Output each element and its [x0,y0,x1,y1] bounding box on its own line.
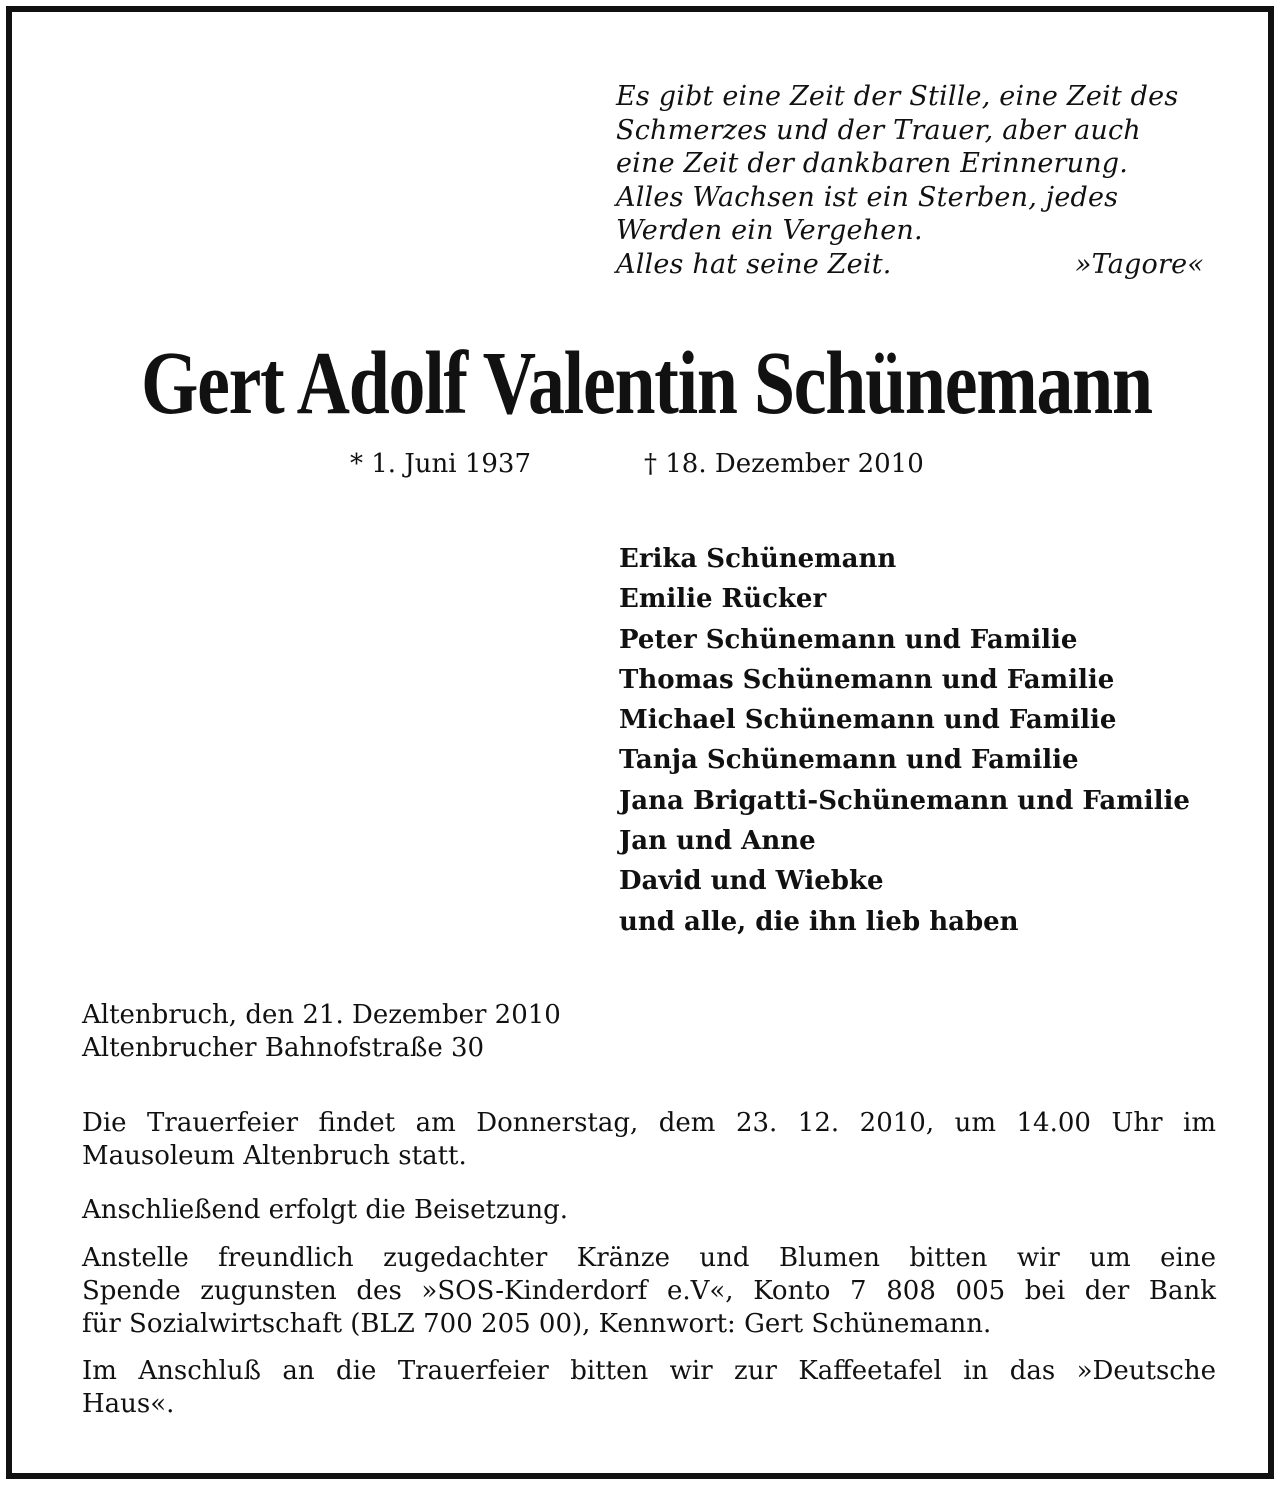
mourner-name: Emilie Rücker [619,584,827,615]
poem-line: Schmerzes und der Trauer, aber auch [616,114,1141,146]
poem-line: Es gibt eine Zeit der Stille, eine Zeit des [616,81,1179,112]
address-line: Altenbrucher Bahnofstraße 30 [82,1033,485,1063]
poem-line: Alles Wachsen ist ein Sterben, jedes [616,181,1119,213]
mourner-name: Jan und Anne [619,826,816,857]
birth-date: * 1. Juni 1937 [350,449,531,479]
place-and-date [82,999,561,1065]
funeral-paragraph [82,1107,1216,1173]
paragraph-line: Haus«. [82,1389,175,1419]
paragraph-line: Spende zugunsten des »SOS-Kinderdorf e.V«, Konto 7 808 005 bei der Bank [82,1276,1216,1306]
donation-paragraph [82,1242,1216,1341]
paragraph-line: Mausoleum Altenbruch statt. [82,1141,467,1171]
mourner-name: Tanja Schünemann und Familie [619,745,1079,776]
deceased-name-text: Gert Adolf Valentin Schünemann [140,334,1152,433]
paragraph-line: Im Anschluß an die Trauerfeier bitten wir zur Kaffeetafel in das »Deutsche [82,1356,1216,1386]
poem-line: Alles hat seine Zeit. [616,248,892,280]
paragraph-line: Anschließend erfolgt die Beisetzung. [82,1195,569,1225]
paragraph-line: Anstelle freundlich zugedachter Kränze und Blumen bitten wir um eine [82,1243,1216,1273]
burial-paragraph [82,1194,1216,1227]
paragraph-line: für Sozialwirtschaft (BLZ 700 205 00), Kennwort: Gert Schünemann. [82,1309,992,1339]
poem-last-line [616,248,1204,282]
paragraph-line: Die Trauerfeier findet am Donnerstag, dem 23. 12. 2010, um 14.00 Uhr im [82,1108,1216,1138]
mourner-name: David und Wiebke [619,866,884,897]
deceased-name [12,334,1280,434]
mourner-name: Peter Schünemann und Familie [619,624,1078,655]
poem-quote [616,80,1216,281]
mourners-list [619,539,1190,942]
poem-line: eine Zeit der dankbaren Erinnerung. [616,148,1129,179]
mourner-name: Thomas Schünemann und Familie [619,664,1115,695]
poem-author: »Tagore« [1074,248,1204,280]
mourner-name: Erika Schünemann [619,544,897,574]
mourner-name: und alle, die ihn lieb haben [619,906,1019,937]
coffee-paragraph [82,1355,1216,1421]
obituary-frame [6,6,1274,1479]
poem-line: Werden ein Vergehen. [616,215,923,246]
death-date: † 18. Dezember 2010 [644,449,924,479]
mourner-name: Michael Schünemann und Familie [619,705,1117,736]
mourner-name: Jana Brigatti-Schünemann und Familie [619,785,1190,816]
place-date-line: Altenbruch, den 21. Dezember 2010 [82,1000,561,1030]
